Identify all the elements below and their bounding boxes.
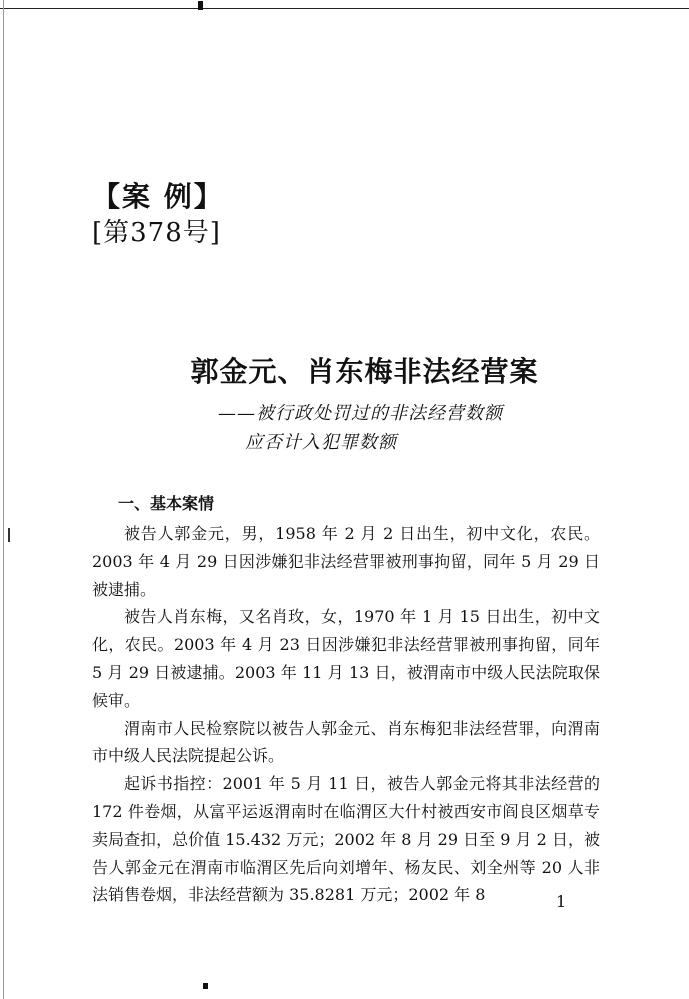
page-number: 1 — [556, 892, 567, 911]
paragraph: 起诉书指控：2001 年 5 月 11 日，被告人郭金元将其非法经营的 172 件卷烟，从富平运返渭南时在临渭区大什村被西安市阎良区烟草专卖局查扣，总价值 15.432 万元；2002 年 8 月 29 日至 9 月 2 日，被告人郭金元在渭南市临渭区先后向刘增年、杨友民、刘全州等 20 人非法销售卷烟，非法经营额为 35.8281 万元；2002 年 8 — [92, 774, 600, 905]
case-number: [第378号] — [92, 218, 221, 248]
subtitle-line-2: 应否计入犯罪数额 — [245, 432, 397, 453]
body-text — [92, 520, 600, 909]
paragraph: 被告人郭金元，男，1958 年 2 月 2 日出生，初中文化，农民。2003 年 4 月 29 日因涉嫌犯非法经营罪被刑事拘留，同年 5 月 29 日被逮捕。 — [92, 524, 600, 599]
top-rule — [0, 8, 689, 9]
top-rule-mark — [198, 1, 203, 10]
case-label: 【案 例】 — [92, 180, 224, 213]
page-title: 郭金元、肖东梅非法经营案 — [190, 355, 539, 388]
left-margin-tick — [8, 528, 10, 542]
left-page-edge — [3, 0, 4, 999]
bottom-mark — [203, 983, 208, 989]
paragraph: 被告人肖东梅，又名肖玫，女，1970 年 1 月 15 日出生，初中文化，农民。2003 年 4 月 23 日因涉嫌犯非法经营罪被刑事拘留，同年 5 月 29 日被逮捕。2003 年 11 月 13 日，被渭南市中级人民法院取保候审。 — [92, 607, 600, 710]
paragraph: 渭南市人民检察院以被告人郭金元、肖东梅犯非法经营罪，向渭南市中级人民法院提起公诉。 — [92, 718, 600, 766]
section-heading: 一、基本案情 — [118, 494, 215, 513]
subtitle-line-1: ——被行政处罚过的非法经营数额 — [218, 403, 503, 424]
